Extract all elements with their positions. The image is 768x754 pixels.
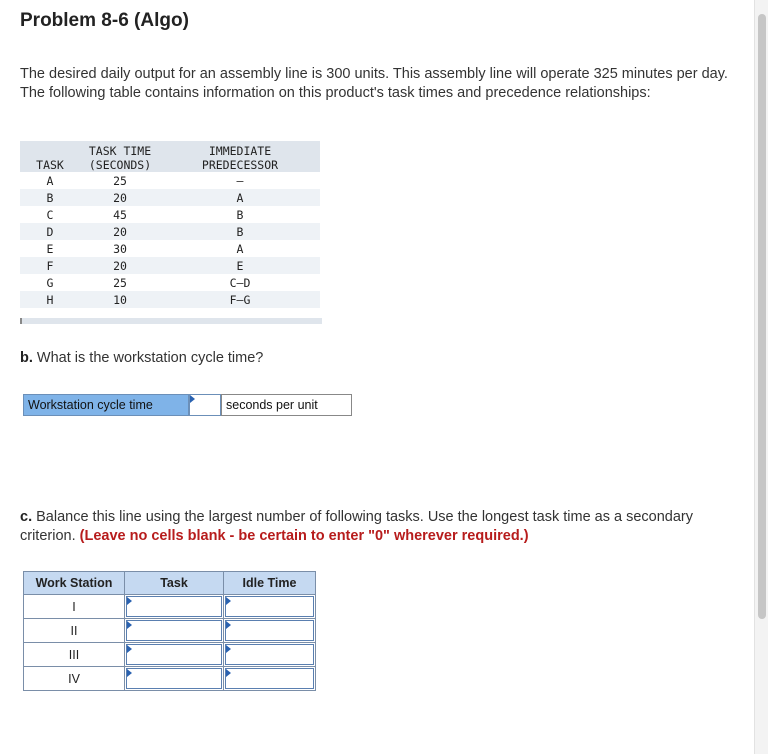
question-b: b. What is the workstation cycle time? bbox=[20, 350, 264, 366]
cycle-time-label: Workstation cycle time bbox=[23, 394, 189, 416]
cycle-time-row bbox=[23, 394, 352, 416]
table-row bbox=[24, 595, 316, 619]
input-marker-icon bbox=[226, 621, 231, 629]
table-row: B 20 A bbox=[20, 189, 320, 206]
idle-time-input[interactable] bbox=[225, 644, 314, 665]
input-marker-icon bbox=[127, 621, 132, 629]
table-footer-bar bbox=[20, 318, 322, 324]
table-row: G 25 C–D bbox=[46, 275, 251, 290]
input-marker-icon bbox=[226, 597, 231, 605]
table-row: H 10 F–G bbox=[20, 291, 320, 308]
input-marker-icon bbox=[127, 645, 132, 653]
input-marker-icon bbox=[190, 395, 195, 403]
station-label: I bbox=[24, 595, 125, 619]
idle-time-input[interactable] bbox=[225, 668, 314, 689]
idle-time-input[interactable] bbox=[225, 620, 314, 641]
workstation-table bbox=[23, 571, 316, 691]
problem-title: Problem 8-6 (Algo) bbox=[20, 10, 189, 31]
header-work-station: Work Station bbox=[24, 572, 125, 595]
question-c: c. Balance this line using the largest number of following tasks. Use the longest task time as a secondary criterion. (Leave no cells blank - be certain to enter "0" wherever required.) bbox=[20, 509, 694, 544]
input-marker-icon bbox=[127, 597, 132, 605]
input-marker-icon bbox=[226, 669, 231, 677]
task-input[interactable] bbox=[126, 668, 222, 689]
input-marker-icon bbox=[127, 669, 132, 677]
header-idle-time: Idle Time bbox=[224, 572, 316, 595]
input-marker-icon bbox=[226, 645, 231, 653]
station-label: III bbox=[24, 643, 125, 667]
cycle-time-input[interactable] bbox=[189, 394, 221, 416]
task-table bbox=[20, 141, 320, 308]
table-row: F 20 E bbox=[20, 257, 320, 274]
cycle-time-unit: seconds per unit bbox=[221, 394, 352, 416]
task-input[interactable] bbox=[126, 620, 222, 641]
header-task: TASK bbox=[20, 141, 80, 172]
table-row: E 30 A bbox=[46, 241, 244, 256]
scrollbar-thumb[interactable] bbox=[758, 14, 766, 619]
task-input[interactable] bbox=[126, 596, 222, 617]
table-row bbox=[24, 619, 316, 643]
table-row bbox=[24, 643, 316, 667]
table-row: C 45 B bbox=[46, 207, 244, 222]
header-task: Task bbox=[125, 572, 224, 595]
table-row: D 20 B bbox=[20, 223, 320, 240]
header-predecessor: IMMEDIATE PREDECESSOR bbox=[160, 141, 320, 172]
required-instruction: (Leave no cells blank - be certain to enter "0" wherever required.) bbox=[79, 528, 529, 544]
station-label: IV bbox=[24, 667, 125, 691]
station-label: II bbox=[24, 619, 125, 643]
vertical-scrollbar[interactable] bbox=[754, 0, 768, 754]
table-row bbox=[24, 667, 316, 691]
problem-intro: The desired daily output for an assembly line is 300 units. This assembly line will operate 325 minutes per day. The following table contains information on this product's task times and precedence relationships: bbox=[20, 66, 728, 101]
header-task-time: TASK TIME (SECONDS) bbox=[80, 141, 160, 172]
task-input[interactable] bbox=[126, 644, 222, 665]
idle-time-input[interactable] bbox=[225, 596, 314, 617]
table-row: A 25 – bbox=[46, 173, 244, 188]
